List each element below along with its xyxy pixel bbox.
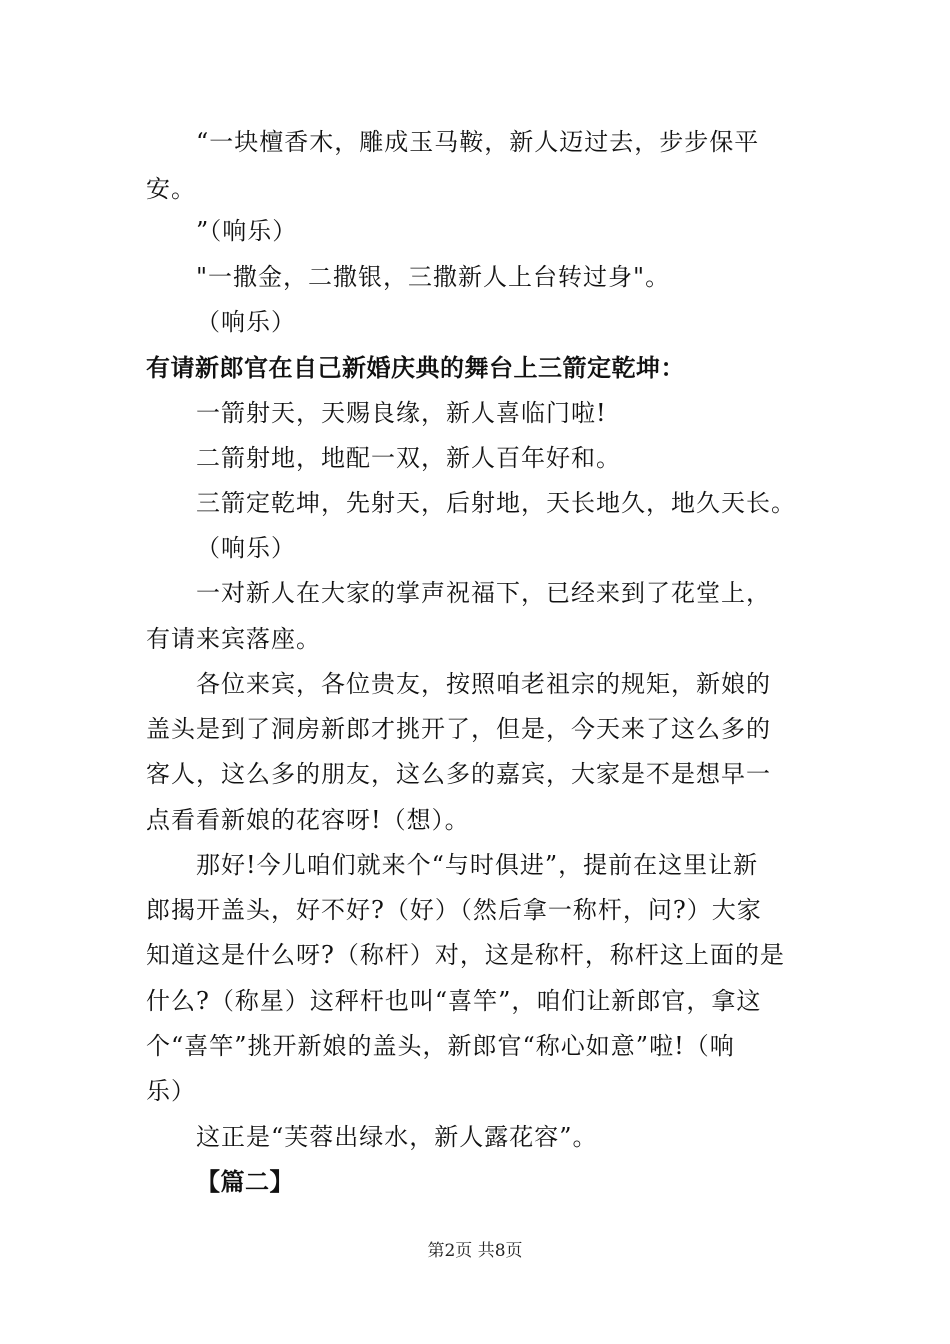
- page-footer: 第2页 共8页: [427, 1241, 523, 1261]
- text-line: ”（响乐）: [196, 217, 298, 245]
- text-line: 二箭射地，地配一双，新人百年好和。: [196, 444, 621, 472]
- text-line: 一箭射天，天赐良缘，新人喜临门啦!: [196, 399, 607, 427]
- text-line: 郎揭开盖头，好不好?（好）（然后拿一称杆，问?）大家: [146, 896, 762, 924]
- text-line: 点看看新娘的花容呀!（想）。: [146, 806, 470, 834]
- text-line: （响乐）: [196, 308, 296, 336]
- text-line: （响乐）: [196, 534, 296, 562]
- text-line: 三箭定乾坤，先射天，后射地，天长地久，地久天长。: [196, 489, 796, 517]
- text-line: 乐）: [146, 1077, 196, 1105]
- text-line: 有请来宾落座。: [146, 625, 321, 653]
- text-line: 各位来宾，各位贵友，按照咱老祖宗的规矩，新娘的: [196, 670, 771, 698]
- section-heading: 【篇二】: [196, 1168, 294, 1196]
- text-line: 这正是“芙蓉出绿水，新人露花容”。: [196, 1123, 598, 1151]
- text-line: 一对新人在大家的掌声祝福下，已经来到了花堂上，: [196, 579, 771, 607]
- text-line: 客人，这么多的朋友，这么多的嘉宾，大家是不是想早一: [146, 760, 771, 788]
- text-line: 那好!今儿咱们就来个“与时俱进”，提前在这里让新: [196, 851, 759, 879]
- text-line: 盖头是到了洞房新郎才挑开了，但是，今天来了这么多的: [146, 715, 771, 743]
- section-heading: 有请新郎官在自己新婚庆典的舞台上三箭定乾坤：: [146, 354, 685, 382]
- text-line: 什么?（称星）这秤杆也叫“喜竿”，咱们让新郎官，拿这: [146, 987, 762, 1015]
- text-line: 个“喜竿”挑开新娘的盖头，新郎官“称心如意”啦!（响: [146, 1032, 735, 1060]
- text-line: 知道这是什么呀?（称杆）对，这是称杆，称杆这上面的是: [146, 941, 785, 969]
- text-line: 安。: [146, 175, 196, 203]
- text-line: “一块檀香木，雕成玉马鞍，新人迈过去，步步保平: [196, 128, 760, 156]
- text-line: "一撒金，二撒银，三撒新人上台转过身"。: [196, 263, 671, 291]
